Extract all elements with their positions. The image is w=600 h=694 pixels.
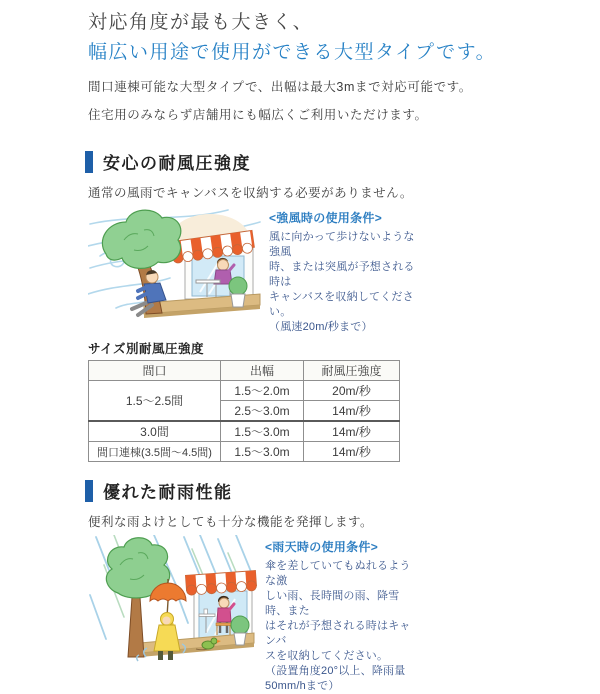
cell-maguchi: 3.0間 [89,421,221,442]
table-row [89,421,400,442]
page-title-line2: 幅広い用途で使用ができる大型タイプです。 [88,42,497,63]
cell-debaba: 1.5〜2.0m [221,381,304,401]
wind-condition-title: <強風時の使用条件> [269,211,383,225]
wind-lead-text: 通常の風雨でキャンバスを収納する必要がありません。 [88,186,413,200]
cell-debaba: 1.5〜3.0m [221,421,304,442]
page-title [88,8,545,68]
rain-section [88,478,545,694]
table-row [89,381,400,401]
section-rain-title: 優れた耐雨性能 [103,483,233,502]
wind-scene-illustration [88,206,264,324]
rain-scene-row [88,535,545,694]
intro-paragraph-2: 住宅用のみならず店舗用にも幅広くご利用いただけます。 [88,108,428,122]
spec-table-title: サイズ別耐風圧強度 [88,342,205,356]
cell-maguchi: 間口連棟(3.5間〜4.5間) [89,442,221,462]
wind-condition-line: （風速20m/秒まで） [269,321,373,333]
intro-paragraph-1: 間口連棟可能な大型タイプで、出幅は最大3mまで対応可能です。 [88,80,472,94]
wind-resistance-spec-table [88,360,400,462]
rain-lead-text: 便利な雨よけとしても十分な機能を発揮します。 [88,515,374,529]
section-bar-icon [85,151,93,173]
page-title-line1: 対応角度が最も大きく、 [88,12,314,33]
cell-wind: 14m/秒 [304,421,400,442]
cell-debaba: 2.5〜3.0m [221,401,304,422]
rain-condition-line: （設置角度20°以上、降雨量 [265,665,406,677]
rain-condition-note [265,538,417,694]
rain-condition-line: しい雨、長時間の雨、降雪時、また [265,590,400,617]
section-wind-resistance-header [85,149,545,174]
table-header-row [89,361,400,381]
rain-condition-title: <雨天時の使用条件> [265,540,379,554]
col-header-maguchi: 間口 [89,361,221,381]
rain-condition-line: 傘を差していてもぬれるような激 [265,560,411,587]
cell-wind: 14m/秒 [304,401,400,422]
col-header-debaba: 出幅 [221,361,304,381]
wind-condition-line: キャンバスを収納してください。 [269,291,414,318]
wind-scene-row [88,206,545,335]
wind-condition-line: 時、または突風が予想される時は [269,261,415,288]
section-rain-performance-header [85,478,545,503]
section-bar-icon [85,480,93,502]
rain-scene-illustration [88,535,260,663]
cell-maguchi: 1.5〜2.5間 [89,381,221,422]
wind-condition-line: 風に向かって歩けないような強風 [269,231,415,258]
cell-wind: 14m/秒 [304,442,400,462]
rain-condition-line: スを収納してください。 [265,650,389,662]
rain-condition-line: 50mm/hまで） [265,680,340,692]
wind-condition-note [269,209,421,335]
col-header-wind: 耐風圧強度 [304,361,400,381]
rain-condition-line: はそれが予想される時はキャンバ [265,620,411,647]
section-wind-title: 安心の耐風圧強度 [103,154,251,173]
cell-debaba: 1.5〜3.0m [221,442,304,462]
table-row [89,442,400,462]
cell-wind: 20m/秒 [304,381,400,401]
